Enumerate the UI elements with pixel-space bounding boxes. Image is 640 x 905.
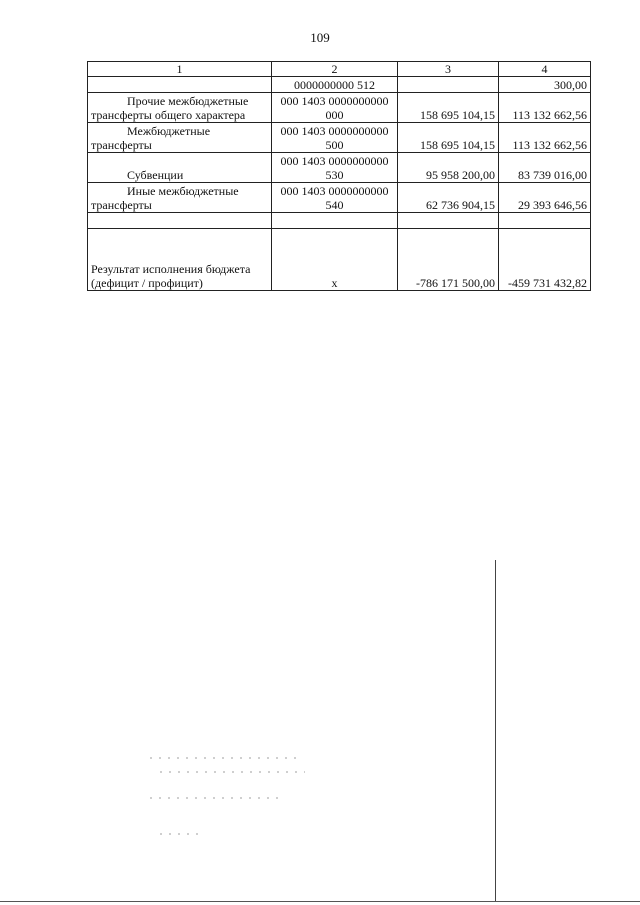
scan-artifact	[160, 833, 200, 835]
table-header-row	[88, 62, 591, 77]
scan-artifact	[150, 757, 300, 759]
row-name	[88, 77, 272, 93]
table-row-empty	[88, 213, 591, 229]
header-cell-3: 3	[398, 62, 499, 77]
row-col3: 158 695 104,15	[398, 123, 499, 153]
table-row	[88, 93, 591, 123]
header-cell-4: 4	[499, 62, 591, 77]
scan-artifact	[150, 797, 285, 799]
budget-table	[87, 61, 591, 291]
scan-artifact	[160, 771, 305, 773]
row-code: 0000000000 512	[272, 77, 398, 93]
row-col4	[499, 213, 591, 229]
row-col3: 95 958 200,00	[398, 153, 499, 183]
table-row	[88, 123, 591, 153]
bottom-edge-line	[0, 901, 640, 902]
row-code: 000 1403 0000000000 540	[272, 183, 398, 213]
row-name: Субвенции	[88, 153, 272, 183]
row-code: 000 1403 0000000000 500	[272, 123, 398, 153]
row-col3	[398, 77, 499, 93]
row-code: 000 1403 0000000000 000	[272, 93, 398, 123]
row-col3: -786 171 500,00	[398, 229, 499, 291]
row-col3: 62 736 904,15	[398, 183, 499, 213]
row-col3	[398, 213, 499, 229]
row-code: 000 1403 0000000000 530	[272, 153, 398, 183]
row-code: x	[272, 229, 398, 291]
row-col4: 113 132 662,56	[499, 123, 591, 153]
table-row-result	[88, 229, 591, 291]
header-cell-2: 2	[272, 62, 398, 77]
row-name: Иные межбюджетные трансферты	[88, 183, 272, 213]
margin-line	[495, 560, 496, 902]
row-name: Межбюджетные трансферты	[88, 123, 272, 153]
row-code	[272, 213, 398, 229]
row-col4: 83 739 016,00	[499, 153, 591, 183]
row-col4: -459 731 432,82	[499, 229, 591, 291]
row-name	[88, 213, 272, 229]
row-col4: 29 393 646,56	[499, 183, 591, 213]
row-name: Результат исполнения бюджета (дефицит / профицит)	[88, 229, 272, 291]
table-row	[88, 77, 591, 93]
row-col4: 113 132 662,56	[499, 93, 591, 123]
header-cell-1: 1	[88, 62, 272, 77]
page-number: 109	[310, 30, 330, 45]
table-row	[88, 183, 591, 213]
row-col3: 158 695 104,15	[398, 93, 499, 123]
table-row	[88, 153, 591, 183]
row-name: Прочие межбюджетные трансферты общего характера	[88, 93, 272, 123]
row-col4: 300,00	[499, 77, 591, 93]
